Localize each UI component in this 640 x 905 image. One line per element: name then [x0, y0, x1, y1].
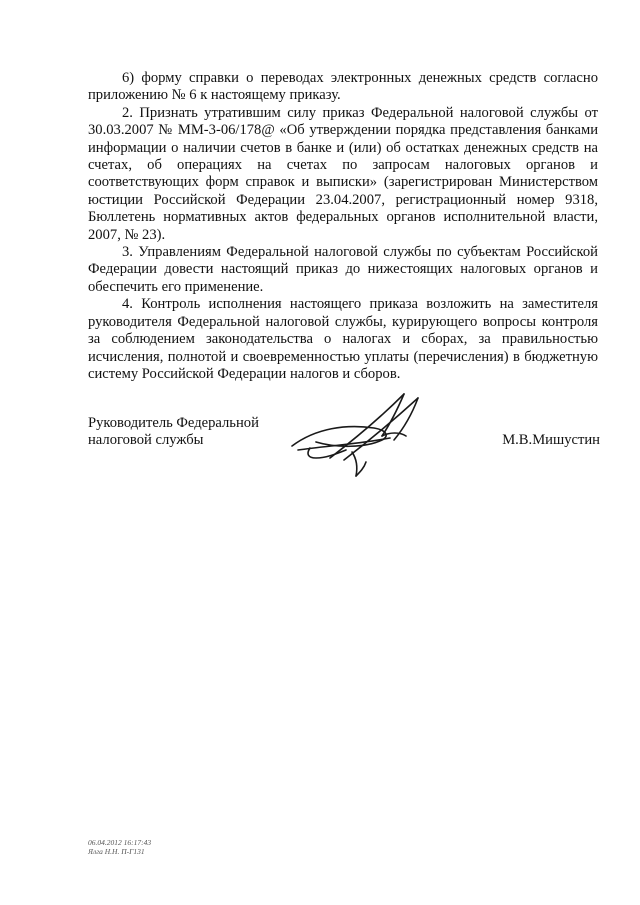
- signature-block: [88, 415, 600, 485]
- document-body: [88, 70, 598, 383]
- signer-position-line-1: Руководитель Федеральной: [88, 415, 259, 431]
- handwritten-signature: [286, 388, 436, 480]
- paragraph-clause-2: 2. Признать утратившим силу приказ Федеральной налоговой службы от 30.03.2007 № ММ-3-06/178@ «Об утверждении порядка представления банками информации о наличии счетов в банке и (или) об остатках денежных средств на счетах, об операциях на счетах по запросам налоговых органов и соответствующих форм справок и выписки» (зарегистрирован Министерством юстиции Российской Федерации 23.04.2007, регистрационный номер 9318, Бюллетень нормативных актов федеральных органов исполнительной власти, 2007, № 23).: [88, 104, 598, 243]
- signer-name: М.В.Мишустин: [502, 432, 600, 448]
- footer-line-2: Ялга Н.Н. П-Г131: [88, 847, 145, 856]
- signer-position-line-2: налоговой службы: [88, 432, 204, 449]
- footer-registration-note: [88, 838, 151, 856]
- footer-line-1: 06.04.2012 16:17:43: [88, 838, 152, 847]
- paragraph-clause-4: 4. Контроль исполнения настоящего приказа возложить на заместителя руководителя Федеральной налоговой службы, курирующего вопросы контроля за соблюдением законодательства о налогах и сборах, за правильностью исчисления, полнотой и своевременностью уплаты (перечисления) в бюджетную систему Российской Федерации налогов и сборов.: [88, 296, 598, 382]
- paragraph-item-6: 6) форму справки о переводах электронных денежных средств согласно приложению № 6 к настоящему приказу.: [88, 70, 598, 104]
- paragraph-clause-3: 3. Управлениям Федеральной налоговой службы по субъектам Российской Федерации довести настоящий приказ до нижестоящих налоговых органов и обеспечить его применение.: [88, 244, 598, 295]
- signer-position: [88, 415, 288, 450]
